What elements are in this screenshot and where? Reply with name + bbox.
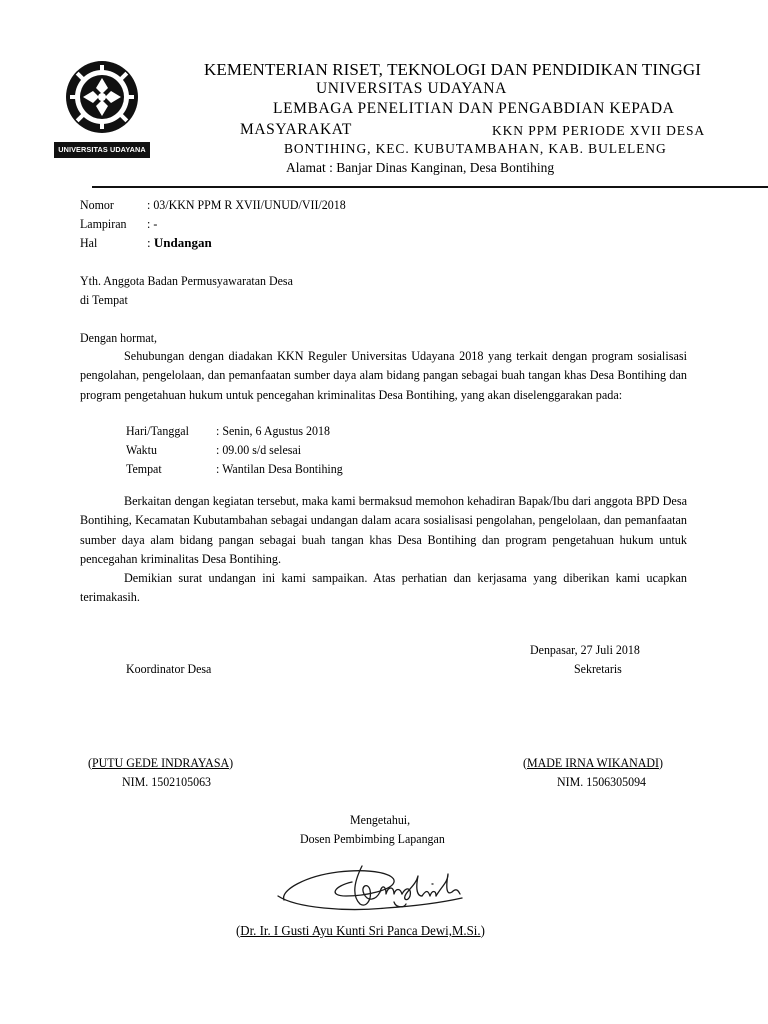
signer-left-name-text: PUTU GEDE INDRAYASA <box>91 755 230 770</box>
place-date: Denpasar, 27 Juli 2018 <box>530 642 640 657</box>
schedule-value: : Wantilan Desa Bontihing <box>216 461 343 476</box>
schedule-label: Waktu <box>126 442 157 457</box>
meta-value: : 03/KKN PPM R XVII/UNUD/VII/2018 <box>147 197 346 212</box>
letterhead-institute-cont: MASYARAKAT <box>240 121 352 138</box>
supervisor-name-text: Dr. Ir. I Gusti Ayu Kunti Sri Panca Dewi,M.Si. <box>240 924 481 939</box>
signer-left-role: Koordinator Desa <box>126 661 212 676</box>
meta-subject <box>147 233 212 252</box>
paragraph-intro: Sehubungan dengan diadakan KKN Reguler Universitas Udayana 2018 yang terkait dengan program sosialisasi pengolahan, pengelolaan, dan pemanfaatan sumber daya alam bidang pangan sebagai buah tangan khas Desa Bontihing dan program pengetahuan hukum untuk pencegahan kriminalitas Desa Bontihing, yang akan diselenggarakan pada: <box>80 349 687 402</box>
letterhead-ministry: KEMENTERIAN RISET, TEKNOLOGI DAN PENDIDIKAN TINGGI <box>204 60 701 79</box>
letterhead-institute: LEMBAGA PENELITIAN DAN PENGABDIAN KEPADA <box>273 100 675 117</box>
university-logo <box>54 58 150 162</box>
meta-label: Lampiran <box>80 216 127 231</box>
meta-label: Hal <box>80 235 98 250</box>
meta-subject-value: Undangan <box>153 235 212 250</box>
supervisor-name: (Dr. Ir. I Gusti Ayu Kunti Sri Panca Dewi,M.Si.) <box>236 924 485 939</box>
schedule-label: Tempat <box>126 461 162 476</box>
meta-subject-prefix: : <box>147 235 154 250</box>
supervisor-role: Dosen Pembimbing Lapangan <box>300 831 445 846</box>
paragraph-request: Berkaitan dengan kegiatan tersebut, maka kami bermaksud memohon kehadiran Bapak/Ibu dari anggota BPD Desa Bontihing, Kecamatan Kubutambahan sebagai undangan dalam acara sosialisasi pengolahan, pengelolaan, dan pemanfaatan sumber daya alam bidang pangan sebagai buah tangan khas Desa Bontihing dan program pengetahuan hukum untuk pencegahan kriminalitas Desa Bontihing. <box>80 494 687 566</box>
signer-right-name-text: MADE IRNA WIKANADI <box>526 755 660 770</box>
meta-value: : - <box>147 216 158 231</box>
signer-left-nim: NIM. 1502105063 <box>122 774 212 789</box>
logo-caption: UNIVERSITAS UDAYANA <box>58 145 146 154</box>
signer-right-role: Sekretaris <box>574 661 622 676</box>
letterhead-university: UNIVERSITAS UDAYANA <box>316 80 507 97</box>
recipient-line: Yth. Anggota Badan Permusyawaratan Desa <box>80 273 293 288</box>
letterhead-location: BONTIHING, KEC. KUBUTAMBAHAN, KAB. BULELENG <box>284 141 667 156</box>
meta-label: Nomor <box>80 197 114 212</box>
greeting: Dengan hormat, <box>80 330 158 345</box>
letterhead-address: Alamat : Banjar Dinas Kanginan, Desa Bontihing <box>286 160 555 175</box>
letterhead-program: KKN PPM PERIODE XVII DESA <box>492 123 706 138</box>
signer-left-name: (PUTU GEDE INDRAYASA) <box>88 755 234 770</box>
schedule-value: : 09.00 s/d selesai <box>216 442 302 457</box>
letterhead-divider <box>92 186 768 188</box>
acknowledge-label: Mengetahui, <box>350 812 411 827</box>
paragraph-closing: Demikian surat undangan ini kami sampaikan. Atas perhatian dan kerjasama yang diberikan kami ucapkan terimakasih. <box>80 571 687 605</box>
signer-right-nim: NIM. 1506305094 <box>557 774 647 789</box>
schedule-label: Hari/Tanggal <box>126 423 189 438</box>
recipient-place: di Tempat <box>80 292 128 307</box>
supervisor-signature <box>276 856 466 922</box>
signer-right-name: (MADE IRNA WIKANADI) <box>523 755 663 770</box>
schedule-value: : Senin, 6 Agustus 2018 <box>216 423 330 438</box>
